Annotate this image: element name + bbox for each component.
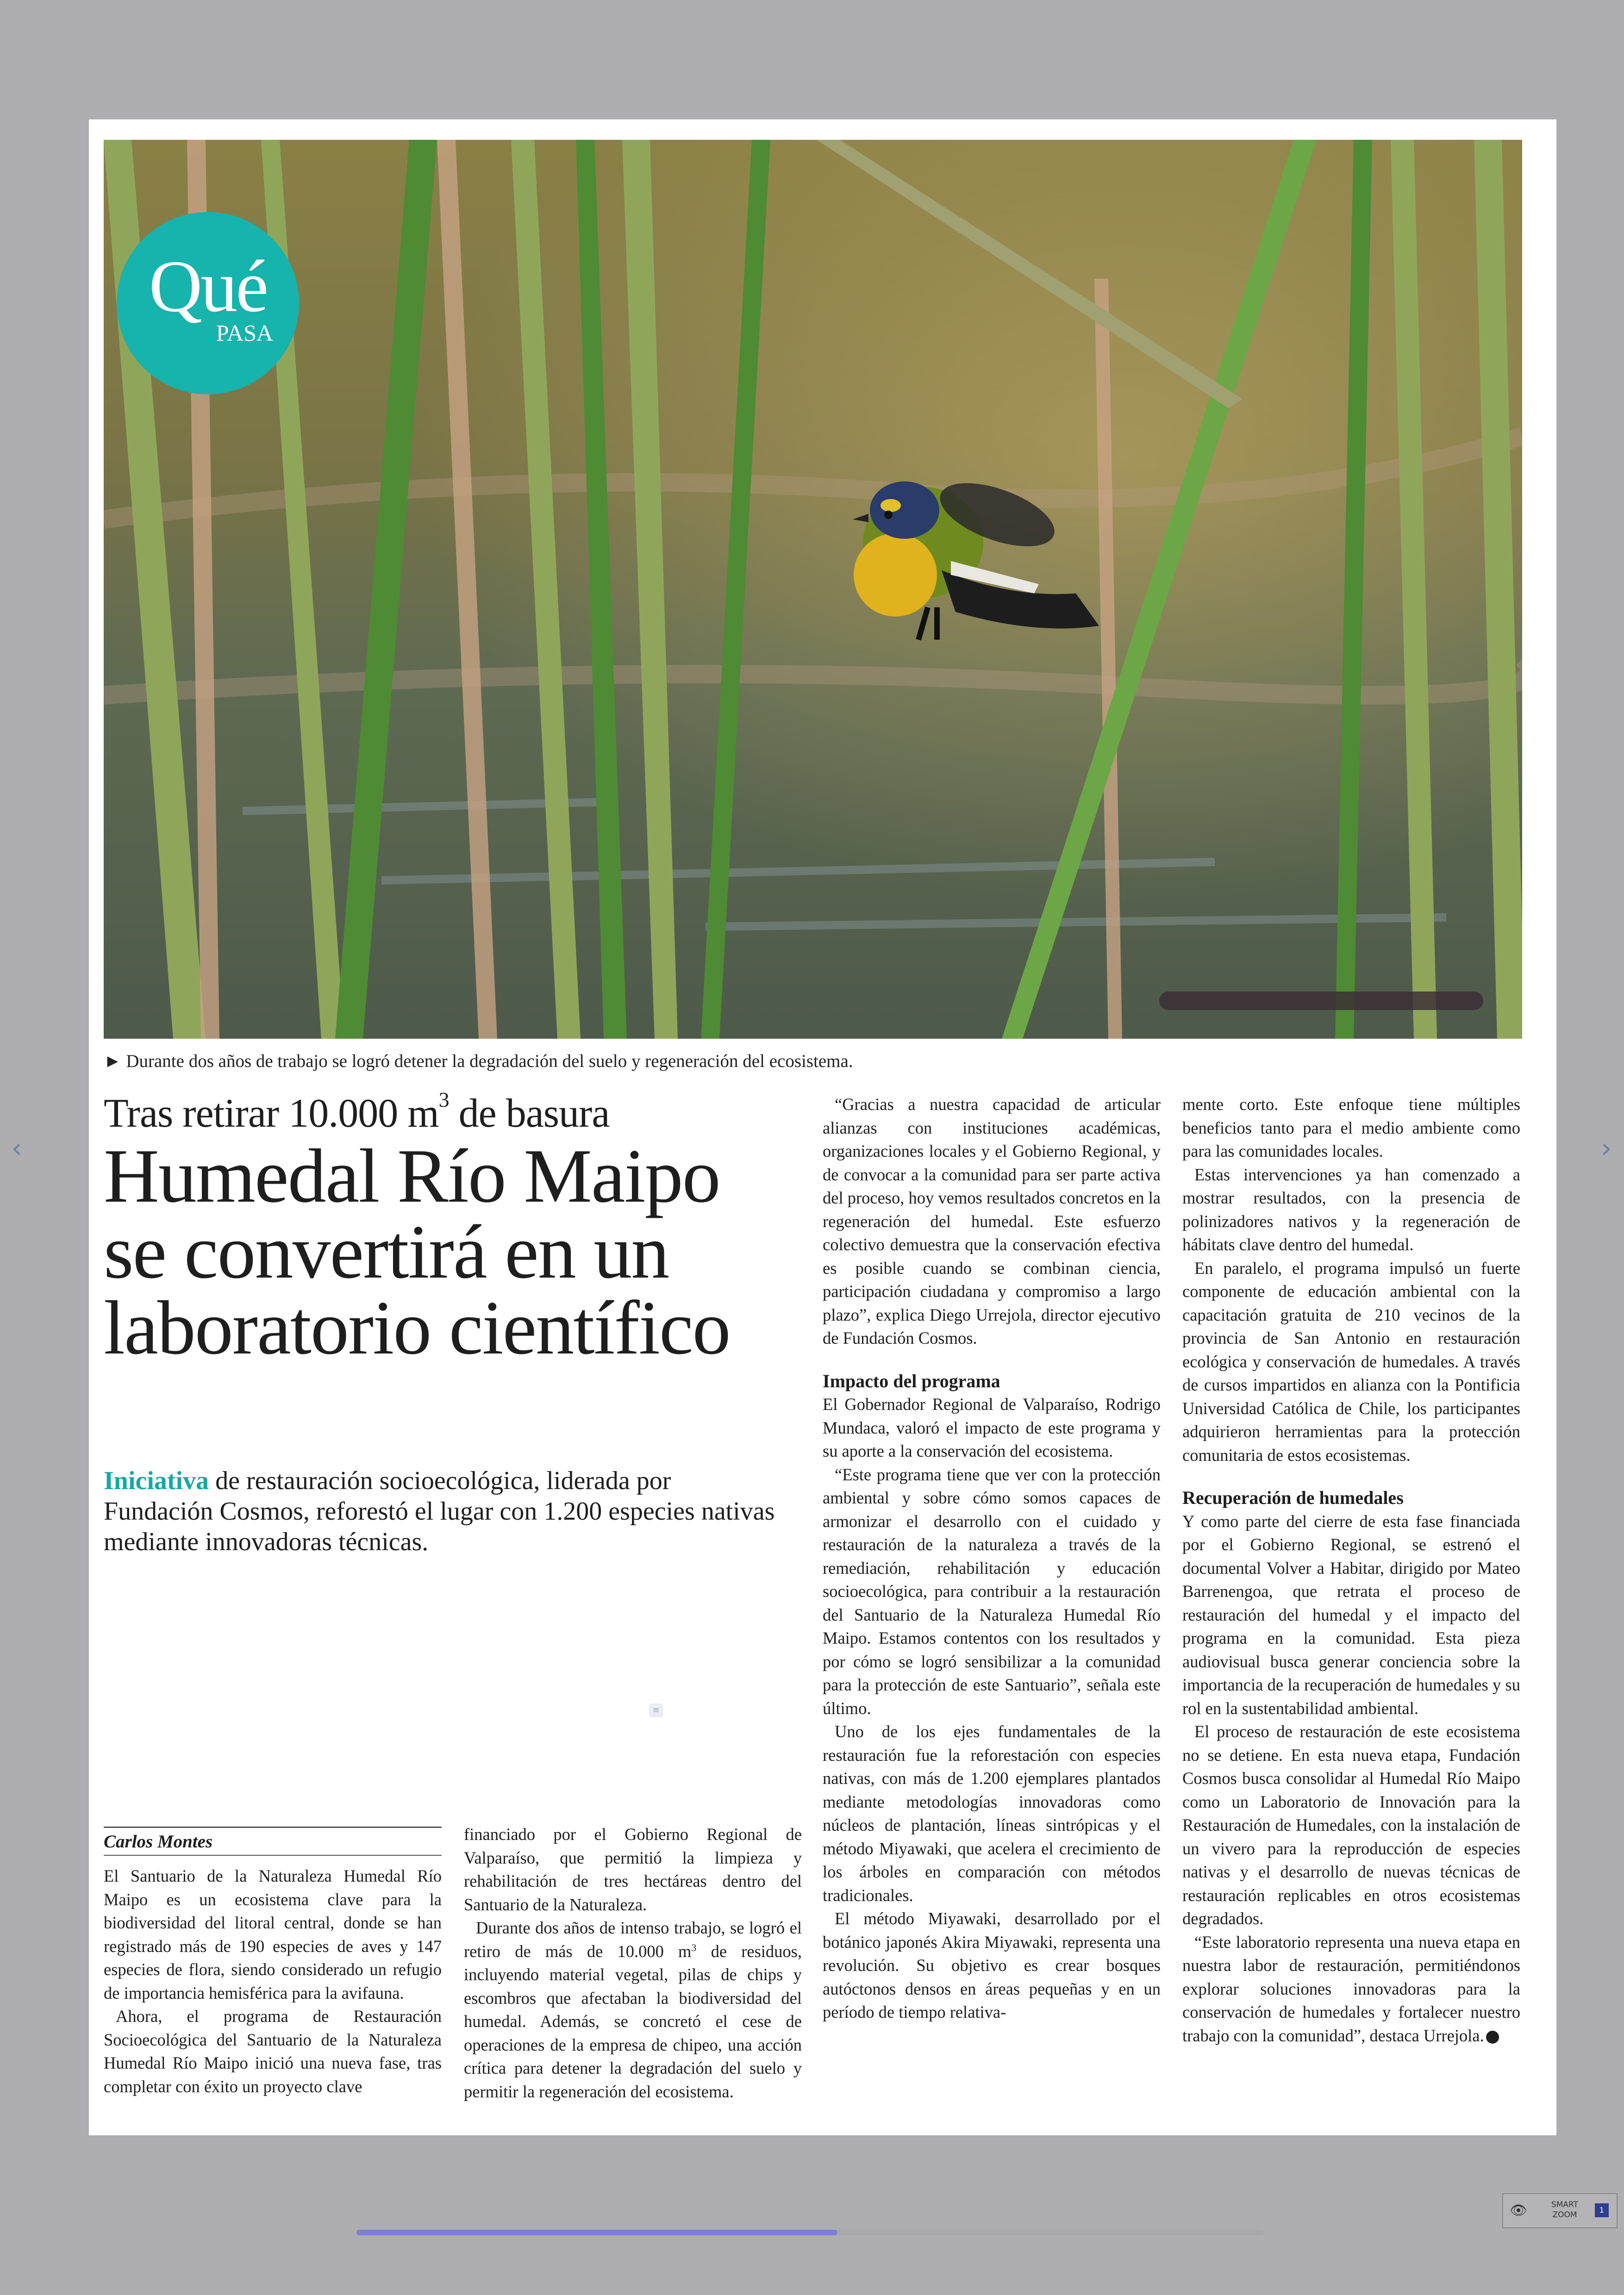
paragraph: El método Miyawaki, desarrollado por el botánico japonés Akira Miyawaki, representa una revolución. Su objetivo es crear bosques autóctonos densos en áreas pequeñas y en un período de tiempo relativa- [823,1909,1161,2021]
reading-progress-fill [356,2230,837,2235]
paragraph: Y como parte del cierre de esta fase financiada por el Gobierno Regional, se estrenó el documental Volver a Habitar, dirigido por Mateo Barrenengoa, que retrata el proceso de restauración del humedal y el impacto del programa en la comunidad. Esta pieza audiovisual busca generar conciencia sobre la importancia de la recuperación de humedales y su rol en la sustentabilidad ambiental. [1182,1511,1520,1718]
eye-icon: 👁 [1510,2202,1528,2219]
smart-zoom-label: SMART ZOOM [1551,2200,1579,2220]
deck-accent: Iniciativa [104,1466,209,1495]
paragraph: Durante dos años de intenso trabajo, se logró el retiro de más de 10.000 $m^3$ de residuos, incluyendo material vegetal, pilas de chips y escombros que afectaban la biodiversidad del humedal. Además, se concretó el cese de operaciones de la empresa de chipeo, una acción crítica para detener la degradación del suelo y permitir la regeneración del ecosistema. [464,1918,802,2101]
paragraph: Ahora, el programa de Restauración Socioecológica del Santuario de la Naturaleza Humedal Río Maipo inició una nueva fase, tras completar con éxito un proyecto clave [104,2007,442,2096]
subheading: Impacto del programa [823,1370,1000,1391]
paragraph: El proceso de restauración de este ecosistema no se detiene. En esta nueva etapa, Fundación Cosmos busca consolidar al Humedal Río Maipo como un Laboratorio de Innovación para la Restauración de Humedales, con la instalación de un vivero para la reproducción de especies nativas y el desarrollo de nuevas técnicas de restauración replicables en otros ecosistemas degradados. [1182,1722,1520,1928]
headline: Humedal Río Maipo se convertirá en un laboratorio científico [104,1133,730,1370]
paragraph: mente corto. Este enfoque tiene múltiples beneficios tanto para el medio ambiente como para las comunidades locales. [1182,1095,1520,1160]
page-badge: 1 [1595,2203,1609,2217]
bird-in-reeds-image [104,140,1522,1039]
subheading: Recuperación de humedales [1182,1487,1404,1508]
logo-que-text: Qué [149,245,267,327]
author-rule [104,1827,442,1828]
paragraph: El Gobernador Regional de Valparaíso, Rodrigo Mundaca, valoró el impacto de este programa y su aporte a la conservación del ecosistema. [823,1395,1161,1460]
paragraph: “Este laboratorio representa una nueva etapa en nuestra labor de restauración, permitiéndonos explorar soluciones innovadoras para la conservación de humedales y fortalecer nuestro trabajo con la comunidad”, destaca Urrejola. [1182,1932,1520,2045]
paragraph: Estas intervenciones ya han comenzado a mostrar resultados, con la presencia de polinizadores nativos y la regeneración de hábitats clave dentro del humedal. [1182,1165,1520,1254]
column-3 [823,1093,1161,2024]
newspaper-page [89,119,1556,2135]
column-4 [1182,1093,1520,2047]
column-1 [104,1865,442,2098]
end-mark-icon [1486,2031,1499,2044]
paragraph: En paralelo, el programa impulsó un fuerte componente de educación ambiental con la capacitación gratuita de 210 vecinos de la provincia de San Antonio en restauración ecológica y conservación de humedales. A través de cursos impartidos en alianza con la Pontificia Universidad Católica de Chile, los participantes adquirieron herramientas para la protección comunitaria de estos ecosistemas. [1182,1258,1520,1465]
reading-progress-bar[interactable] [356,2230,1264,2235]
logo-pasa-text: PASA [216,320,273,346]
chevron-left-icon: ‹ [11,1132,22,1164]
paragraph: financiado por el Gobierno Regional de Valparaíso, que permitió la limpieza y rehabilitación de tres hectáreas dentro del Santuario de la Naturaleza. [464,1825,802,1914]
paragraph: “Gracias a nuestra capacidad de articular alianzas con instituciones académicas, organizaciones locales y el Gobierno Regional, y de convocar a la comunidad para ser parte activa del proceso, hoy vemos resultados concretos en la regeneración del humedal. Este esfuerzo colectivo demuestra que la conservación efectiva es posible cuando se combinan ciencia, participación ciudadana y compromiso a largo plazo”, explica Diego Urrejola, director ejecutivo de Fundación Cosmos. [823,1095,1161,1347]
author-byline: Carlos Montes [104,1832,213,1852]
annotation-marker[interactable]: ≡ [649,1703,663,1717]
paragraph: “Este programa tiene que ver con la protección ambiental y sobre cómo somos capaces de armonizar el desarrollo con el cuidado y restauración de la naturaleza a través de la remediación, rehabilitación y educación socioecológica, para contribuir a la restauración del Santuario de la Naturaleza Humedal Río Maipo. Estamos contentos con los resultados y por cómo se logró sensibilizar a la comunidad para la protección de este Santuario”, señala este último. [823,1465,1161,1718]
que-pasa-logo [117,212,299,394]
chevron-right-icon: › [1601,1132,1612,1164]
paragraph: Uno de los ejes fundamentales de la restauración fue la reforestación con especies nativas, con más de 1.200 ejemplares plantados mediante metodologías innovadoras como núcleos de plantación, líneas sintrópicas y el método Miyawaki, que acelera el crecimiento de los árboles en comparación con métodos tradicionales. [823,1722,1161,1905]
paragraph: El Santuario de la Naturaleza Humedal Río Maipo es un ecosistema clave para la biodiversidad del litoral central, donde se han registrado más de 190 especies de aves y 147 especies de flora, siendo considerado un refugio de importancia hemisférica para la avifauna. [104,1866,442,2002]
author-rule [104,1855,442,1856]
smart-zoom-button[interactable] [1502,2193,1618,2228]
photo-caption: ► Durante dos años de trabajo se logró detener la degradación del suelo y regeneración del ecosistema. [104,1051,853,1071]
deck: Iniciativa de restauración socioecológica, liderada por Fundación Cosmos, reforestó el lugar con 1.200 especies nativas mediante innovadoras técnicas. [104,1466,775,1556]
next-page-button[interactable] [1593,1129,1620,1166]
kicker: Tras retirar 10.000 $m^3$ de basura [104,1088,610,1136]
column-2 [464,1823,802,2103]
bird-photo [104,140,1522,1039]
prev-page-button[interactable] [3,1129,31,1166]
